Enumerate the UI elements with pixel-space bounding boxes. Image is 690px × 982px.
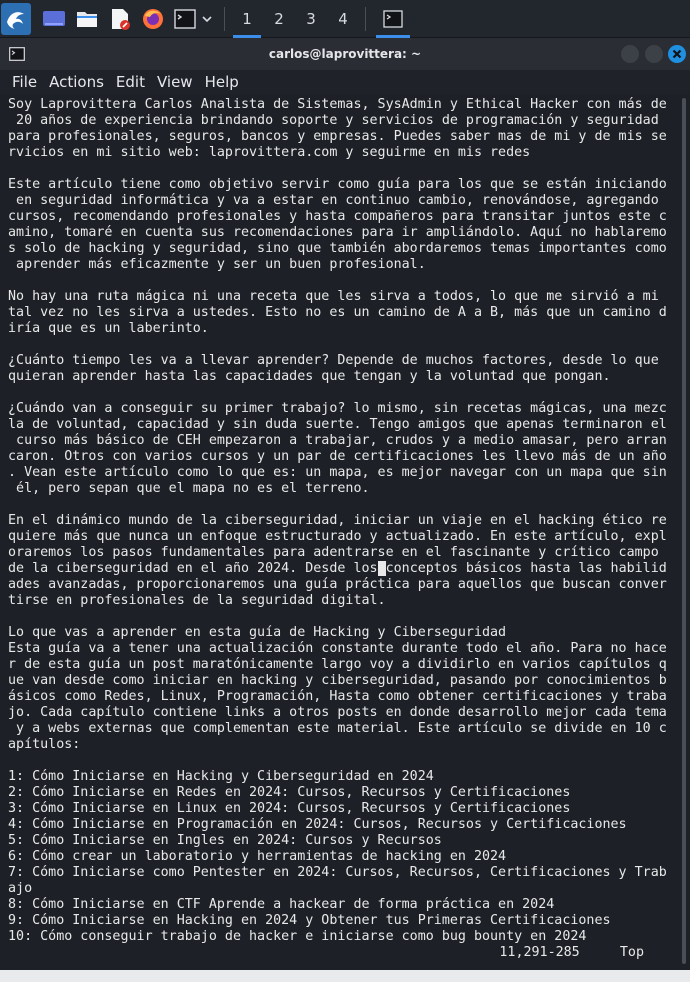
- chevron-down-icon: [201, 14, 213, 24]
- terminal-line: . Vean este artículo como lo que es: un mapa, es mejor navegar con un mapa que sin: [8, 465, 667, 480]
- bottom-edge: [0, 970, 690, 982]
- workspace-label: 3: [306, 9, 316, 28]
- terminal-line: él, pero sepan que el mapa no es el terreno.: [8, 481, 370, 496]
- workspace-1[interactable]: [231, 0, 263, 38]
- terminal-line: jo. Cada capítulo contiene links a otros posts en donde desarrollo mejor cada tema: [8, 705, 667, 720]
- terminal-line: 3: Cómo Iniciarse en Linux en 2024: Cursos, Recursos y Certificaciones: [8, 801, 571, 816]
- terminal-line: [8, 753, 678, 769]
- menu-bar: [0, 70, 690, 94]
- terminal-line: quieran aprender hasta las capacidades que tengan y la voluntad que pongan.: [8, 369, 611, 384]
- terminal-line: Esta guía va a tener una actualización constante durante todo el año. Para no hace: [8, 641, 667, 656]
- maximize-button[interactable]: [645, 45, 663, 63]
- terminal-line: [8, 161, 678, 177]
- cursor-position: 11,291-285: [499, 945, 580, 960]
- terminal-line: de la ciberseguridad en el año 2024. Desde los conceptos básicos hasta las habilid: [8, 561, 667, 576]
- kali-menu-button[interactable]: [1, 3, 31, 35]
- terminal-line: cursos, recomendando profesionales y hasta compañeros para transitar juntos este c: [8, 209, 667, 224]
- terminal-line: 4: Cómo Iniciarse en Programación en 2024: Cursos, Recursos y Certificaciones: [8, 817, 627, 832]
- terminal-line: 6: Cómo crear un laboratorio y herramientas de hacking en 2024: [8, 849, 507, 864]
- window-title: carlos@laprovittera: ~: [268, 47, 422, 61]
- terminal-line: Soy Laprovittera Carlos Analista de Sistemas, SysAdmin y Ethical Hacker con más de: [8, 97, 667, 112]
- terminal-line: [8, 385, 678, 401]
- terminal-line: 10: Cómo conseguir trabajo de hacker e iniciarse como bug bounty en 2024: [8, 929, 587, 944]
- terminal-line: rvicios en mi sitio web: laprovittera.com y seguirme en mis redes: [8, 145, 531, 160]
- terminal-line: [8, 337, 678, 353]
- workspace-3[interactable]: [295, 0, 327, 38]
- menu-file[interactable]: File: [12, 73, 38, 91]
- menu-view[interactable]: View: [156, 73, 193, 91]
- terminal-line: ades avanzadas, proporcionaremos una guía práctica para aquellos que buscan conver: [8, 577, 667, 592]
- terminal-line: s solo de hacking y seguridad, sino que también abordaremos temas importantes como: [8, 241, 667, 256]
- panel-separator: [224, 7, 225, 31]
- terminal-line: ásicos como Redes, Linux, Programación, Hasta como obtener certificaciones y traba: [8, 689, 667, 704]
- window-titlebar[interactable]: [0, 38, 690, 70]
- scroll-position: Top: [619, 945, 644, 960]
- terminal-line: amino, tomaré en cuenta sus recomendaciones para ir ampliándolo. Aquí no hablaremo: [8, 225, 667, 240]
- terminal-line: oraremos los pasos fundamentales para adentrarse en el fascinante y crítico campo: [8, 545, 659, 560]
- workspace-label: 2: [274, 9, 284, 28]
- panel-separator: [365, 7, 366, 31]
- terminal-line: [8, 497, 678, 513]
- file-manager-icon: [75, 8, 99, 30]
- terminal-line: [8, 609, 678, 625]
- terminal-line: Este artículo tiene como objetivo servir como guía para los que se están iniciando: [8, 177, 667, 192]
- top-panel: [0, 0, 690, 38]
- terminal-line: ¿Cuánto tiempo les va a llevar aprender? Depende de muchos factores, desde lo que: [8, 353, 659, 368]
- terminal-line: tal vez no les sirva a ustedes. Esto no es un camino de A a B, más que un camino d: [8, 305, 667, 320]
- close-button[interactable]: [668, 45, 686, 63]
- terminal-line: [8, 273, 678, 289]
- terminal-line: quiere más que nunca un enfoque estructurado y actualizado. En este artículo, expl: [8, 529, 667, 544]
- terminal-line: ue van desde como iniciar en hacking y ciberseguridad, pasando por conocimientos b: [8, 673, 667, 688]
- terminal-dropdown-button[interactable]: [200, 6, 214, 32]
- close-icon: [668, 45, 686, 63]
- kali-dragon-icon: [4, 8, 28, 30]
- terminal-text: [8, 97, 678, 945]
- terminal-line: No hay una ruta mágica ni una receta que les sirva a todos, lo que me sirvió a mi: [8, 289, 659, 304]
- terminal-line: 20 años de experiencia brindando soporte y servicios de programación y seguridad: [8, 113, 659, 128]
- workspace-label: 4: [338, 9, 348, 28]
- text-editor-icon: [108, 7, 132, 31]
- desktop-icon: [42, 9, 66, 29]
- terminal-line: ajo: [8, 881, 33, 896]
- terminal-line: apítulos:: [8, 737, 81, 752]
- terminal-line: 7: Cómo Iniciarse como Pentester en 2024: Cursos, Recursos, Certificaciones y Trab: [8, 865, 667, 880]
- taskbar-terminal-window[interactable]: [376, 0, 410, 38]
- terminal-line: Lo que vas a aprender en esta guía de Hacking y Ciberseguridad: [8, 625, 507, 640]
- firefox-button[interactable]: [140, 6, 166, 32]
- terminal-line: 9: Cómo Iniciarse en Hacking en 2024 y Obtener tus Primeras Certificaciones: [8, 913, 611, 928]
- terminal-line: ¿Cuándo van a conseguir su primer trabajo? lo mismo, sin recetas mágicas, una mezc: [8, 401, 667, 416]
- workspace-4[interactable]: [327, 0, 359, 38]
- minimize-button[interactable]: [621, 45, 639, 63]
- terminal-launcher-button[interactable]: [173, 6, 197, 32]
- terminal-task-icon: [383, 10, 403, 28]
- terminal-line: curso más básico de CEH empezaron a trabajar, crudos y a medio amasar, pero arran: [8, 433, 667, 448]
- terminal-line: r de esta guía un post maratónicamente largo voy a dividirlo en varios capítulos q: [8, 657, 667, 672]
- terminal-line: aprender más eficazmente y ser un buen profesional.: [8, 257, 426, 272]
- vim-status-line: [499, 945, 644, 960]
- terminal-line: 1: Cómo Iniciarse en Hacking y Ciberseguridad en 2024: [8, 769, 434, 784]
- show-desktop-button[interactable]: [41, 6, 67, 32]
- terminal-line: tirse en profesionales de la seguridad digital.: [8, 593, 386, 608]
- menu-actions[interactable]: Actions: [49, 73, 104, 91]
- terminal-line: la de voluntad, capacidad y sin duda suerte. Tengo amigos que apenas terminaron el: [8, 417, 667, 432]
- text-editor-button[interactable]: [107, 6, 133, 32]
- terminal-line: En el dinámico mundo de la ciberseguridad, iniciar un viaje en el hacking ético re: [8, 513, 667, 528]
- scrollbar-thumb[interactable]: [682, 98, 686, 964]
- terminal-output[interactable]: [0, 94, 678, 970]
- terminal-line: 2: Cómo Iniciarse en Redes en 2024: Cursos, Recursos y Certificaciones: [8, 785, 571, 800]
- firefox-icon: [141, 7, 165, 31]
- workspace-label: 1: [242, 9, 252, 28]
- terminal-line: iría que es un laberinto.: [8, 321, 209, 336]
- menu-help[interactable]: Help: [204, 73, 239, 91]
- terminal-line: para profesionales, seguros, bancos y empresas. Puedes saber mas de mi y de mis se: [8, 129, 667, 144]
- terminal-line: y a webs externas que complementan este material. Este artículo se divide en 10 c: [8, 721, 667, 736]
- workspace-2[interactable]: [263, 0, 295, 38]
- terminal-scrollbar[interactable]: [678, 94, 690, 970]
- menu-edit[interactable]: Edit: [115, 73, 145, 91]
- text-cursor: [378, 561, 386, 576]
- terminal-line: en seguridad informática y va a estar en continuo cambio, renovándose, agregando: [8, 193, 659, 208]
- file-manager-button[interactable]: [74, 6, 100, 32]
- terminal-icon: [174, 9, 196, 29]
- terminal-line: 8: Cómo Iniciarse en CTF Aprende a hackear de forma práctica en 2024: [8, 897, 555, 912]
- terminal-line: 5: Cómo Iniciarse en Ingles en 2024: Cursos y Recursos: [8, 833, 442, 848]
- terminal-line: caron. Otros con varios cursos y un par de certificaciones les llevo más de un año: [8, 449, 667, 464]
